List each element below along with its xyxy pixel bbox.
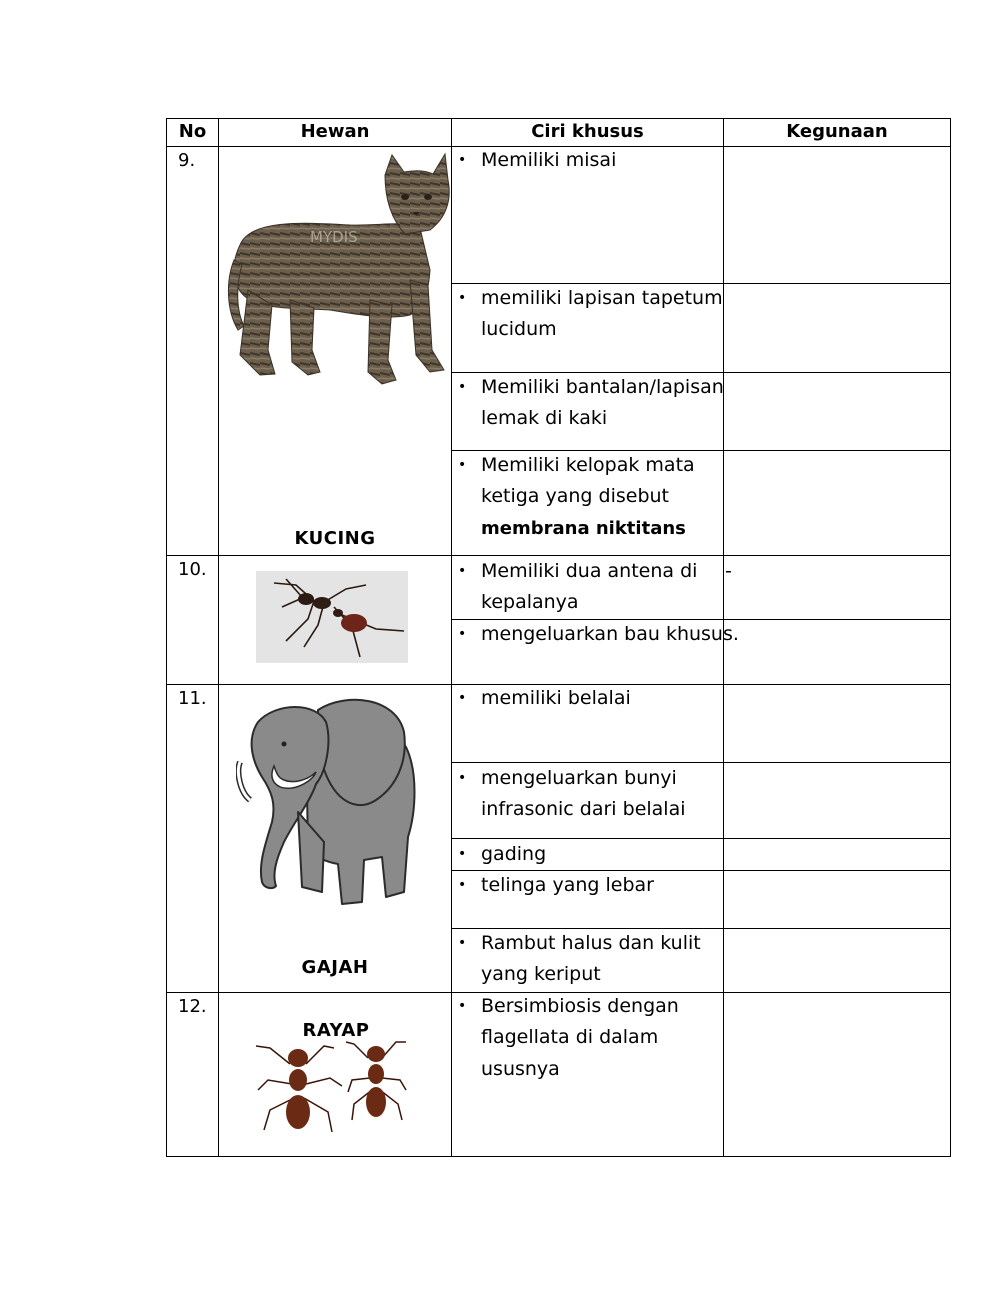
animal-label: KUCING bbox=[294, 528, 376, 549]
header-traits: Ciri khusus bbox=[531, 121, 644, 142]
row-number: 12. bbox=[178, 996, 207, 1017]
trait-text: kepalanya bbox=[481, 591, 579, 613]
trait-text: memiliki belalai bbox=[481, 687, 631, 709]
trait-text: yang keriput bbox=[481, 963, 601, 985]
header-animal: Hewan bbox=[300, 121, 370, 142]
row-number: 10. bbox=[178, 559, 207, 580]
bullet-icon: • bbox=[458, 998, 467, 1014]
trait-text: Rambut halus dan kulit bbox=[481, 932, 701, 954]
trait-text: ketiga yang disebut bbox=[481, 485, 669, 507]
ant-image bbox=[256, 571, 408, 663]
bullet-icon: • bbox=[458, 290, 467, 306]
trait-text: memiliki lapisan tapetum bbox=[481, 287, 723, 309]
cat-image bbox=[220, 150, 452, 385]
trait-text: Memiliki kelopak mata bbox=[481, 454, 695, 476]
use-text: - bbox=[725, 560, 732, 582]
bullet-icon: • bbox=[458, 935, 467, 951]
trait-text: ususnya bbox=[481, 1058, 560, 1080]
bullet-icon: • bbox=[458, 690, 467, 706]
trait-text: Memiliki dua antena di bbox=[481, 560, 698, 582]
trait-text: Bersimbiosis dengan bbox=[481, 995, 679, 1017]
trait-text: gading bbox=[481, 843, 547, 865]
animal-label: RAYAP bbox=[302, 1020, 370, 1041]
row-number: 11. bbox=[178, 688, 207, 709]
bullet-icon: • bbox=[458, 626, 467, 642]
animal-label: GAJAH bbox=[301, 957, 369, 978]
header-no: No bbox=[178, 121, 207, 142]
termite-image bbox=[250, 1034, 412, 1136]
trait-text: Memiliki misai bbox=[481, 149, 617, 171]
bullet-icon: • bbox=[458, 152, 467, 168]
trait-text: lucidum bbox=[481, 318, 557, 340]
header-uses: Kegunaan bbox=[786, 121, 888, 142]
trait-text: Memiliki bantalan/lapisan bbox=[481, 376, 724, 398]
trait-text: telinga yang lebar bbox=[481, 874, 654, 896]
row-number: 9. bbox=[178, 150, 196, 171]
trait-text: mengeluarkan bunyi bbox=[481, 767, 677, 789]
elephant-image bbox=[236, 692, 418, 910]
bullet-icon: • bbox=[458, 563, 467, 579]
trait-text: mengeluarkan bau khusus. bbox=[481, 623, 739, 645]
bullet-icon: • bbox=[458, 457, 467, 473]
bullet-icon: • bbox=[458, 846, 467, 862]
trait-text: flagellata di dalam bbox=[481, 1026, 659, 1048]
bullet-icon: • bbox=[458, 877, 467, 893]
trait-text: infrasonic dari belalai bbox=[481, 798, 686, 820]
bullet-icon: • bbox=[458, 770, 467, 786]
cat-watermark: MYDIS bbox=[310, 228, 358, 246]
trait-text-bold: membrana niktitans bbox=[481, 518, 686, 539]
trait-text: lemak di kaki bbox=[481, 407, 608, 429]
bullet-icon: • bbox=[458, 379, 467, 395]
